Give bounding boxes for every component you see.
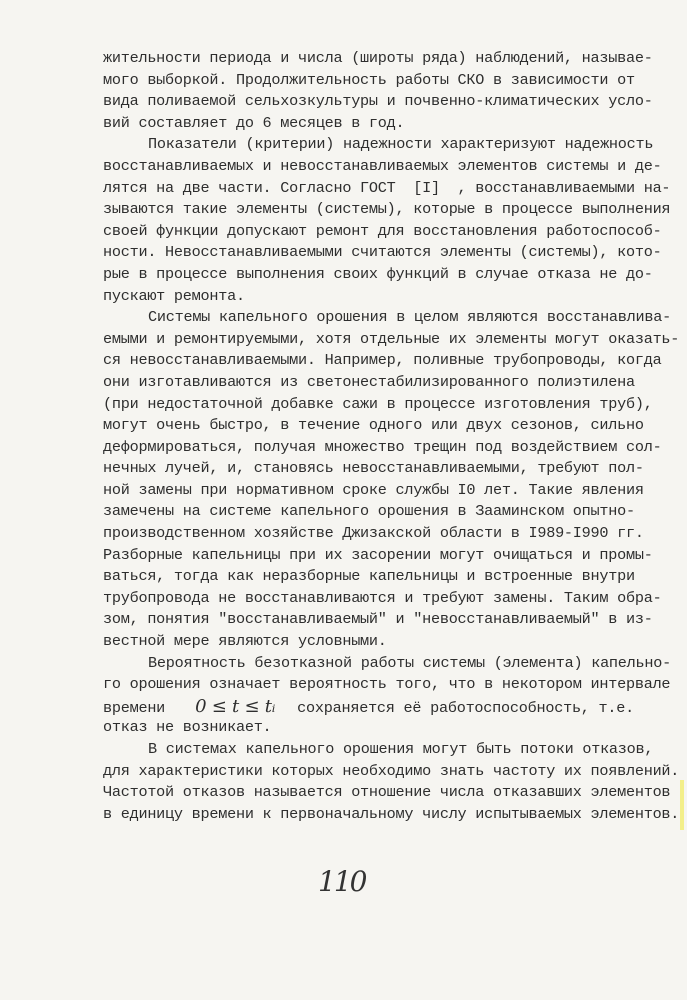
text-line: Вероятность безотказной работы системы (элемента) капельно- [148, 653, 671, 672]
text-line: мого выборкой. Продолжительность работы СКО в зависимости от [103, 70, 635, 89]
text-line: вий составляет до 6 месяцев в год. [103, 113, 405, 132]
paragraph-probability [103, 653, 687, 739]
text-line: ся невосстанавливаемыми. Например, поливные трубопроводы, когда [103, 351, 662, 370]
text-line: производственном хозяйстве Джизакской области в I989-I990 гг. [103, 524, 644, 543]
formula-line [103, 696, 687, 718]
text-line: Частотой отказов называется отношение числа отказавших элементов [103, 783, 671, 802]
text-line: они изготавливаются из светонестабилизированного полиэтилена [103, 372, 635, 391]
text-line: для характеристики которых необходимо знать частоту их появлений. [103, 761, 680, 780]
text-line: отказ не возникает. [103, 718, 272, 737]
text-line: пускают ремонта. [103, 286, 245, 305]
text-line: зом, понятия "восстанавливаемый" и "невосстанавливаемый" в из- [103, 610, 653, 629]
text-line: В системах капельного орошения могут быть потоки отказов, [148, 740, 654, 758]
paragraph-failure-rate [103, 739, 687, 825]
text-line: вестной мере являются условными. [103, 632, 387, 651]
text-line: Системы капельного орошения в целом являются восстанавлива- [148, 308, 671, 327]
text-line: нечных лучей, и, становясь невосстанавливаемыми, требуют пол- [103, 459, 644, 478]
text-line: Разборные капельницы при их засорении могут очищаться и промы- [103, 545, 653, 564]
page-number: 110 [318, 865, 366, 898]
text-fragment: сохраняется её работоспособность, т.е. [297, 698, 634, 717]
text-line: (при недостаточной добавке сажи в процессе изготовления труб), [103, 394, 653, 413]
paragraph-reliability-indicators [103, 134, 687, 307]
paragraph-continuation [103, 48, 687, 134]
text-fragment: времени [103, 698, 166, 717]
text-line: зываются такие элементы (системы), которые в процессе выполнения [103, 200, 671, 219]
text-line: восстанавливаемых и невосстанавливаемых элементов системы и де- [103, 156, 662, 175]
text-line: емыми и ремонтируемыми, хотя отдельные их элементы могут оказать- [103, 329, 680, 348]
text-line: рые в процессе выполнения своих функций в случае отказа не до- [103, 264, 653, 283]
text-line: ваться, тогда как неразборные капельницы и встроенные внутри [103, 567, 635, 586]
highlighter-mark [680, 780, 684, 830]
text-line: ности. Невосстанавливаемыми считаются элементы (системы), кото- [103, 243, 662, 262]
text-line: деформироваться, получая множество трещин под воздействием сол- [103, 437, 662, 456]
text-line: ной замены при нормативном сроке службы I0 лет. Такие явления [103, 480, 644, 499]
text-line: жительности периода и числа (широты ряда) наблюдений, называе- [103, 49, 653, 67]
text-line: своей функции допускают ремонт для восстановления работоспособ- [103, 221, 662, 240]
time-interval-formula: 0 ≤ t ≤ tᵢ [195, 695, 276, 717]
text-line: го орошения означает вероятность того, что в некотором интервале [103, 675, 671, 694]
text-line: могут очень быстро, в течение одного или двух сезонов, сильно [103, 416, 644, 435]
paragraph-drip-systems [103, 307, 687, 653]
text-line: замечены на системе капельного орошения в Зааминском опытно- [103, 502, 635, 521]
text-line: трубопровода не восстанавливаются и требуют замены. Таким обра- [103, 588, 662, 607]
text-line: лятся на две части. Согласно ГОСТ [I] , восстанавливаемыми на- [103, 178, 671, 197]
text-line: в единицу времени к первоначальному числу испытываемых элементов. [103, 804, 680, 823]
text-line: вида поливаемой сельхозкультуры и почвенно-климатических усло- [103, 92, 653, 111]
document-page [103, 48, 687, 825]
text-line: Показатели (критерии) надежности характеризуют надежность [148, 135, 654, 154]
